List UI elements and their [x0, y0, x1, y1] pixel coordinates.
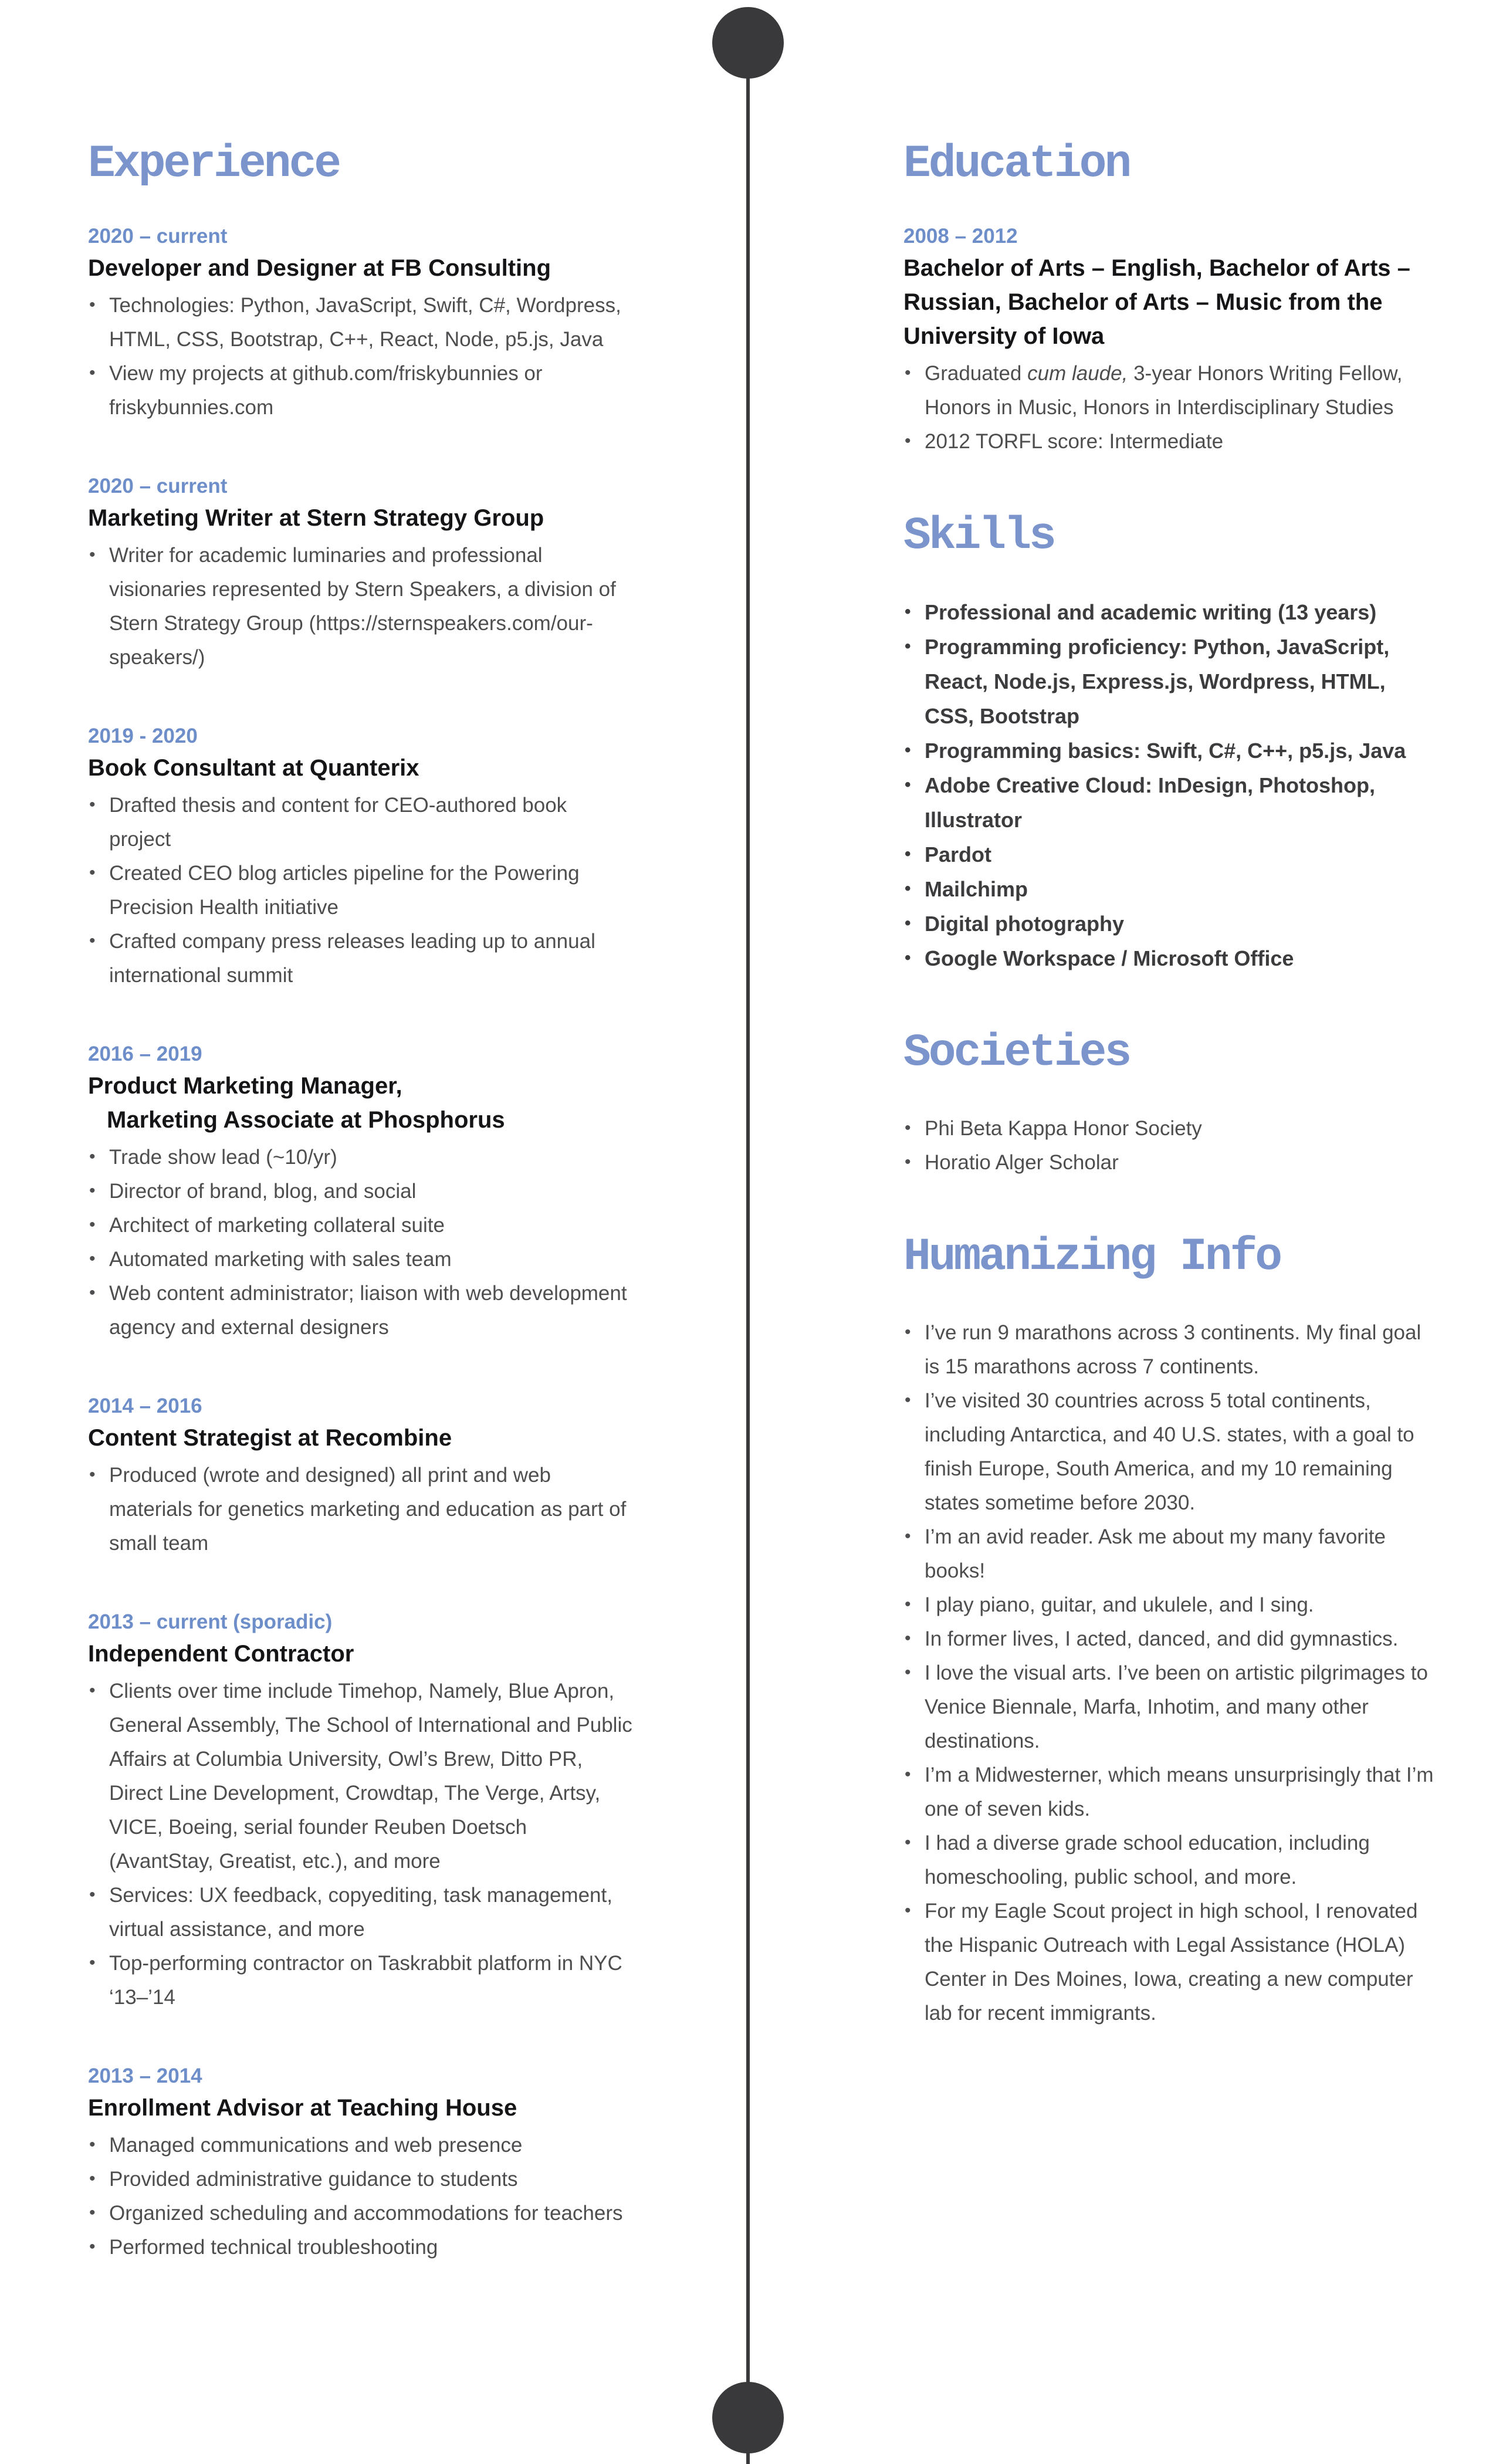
timeline-top-dot	[712, 7, 784, 79]
humanizing-heading: Humanizing Info	[903, 1231, 1281, 1283]
job-bullet: • Created CEO blog articles pipeline for the Powering Precision Health initiative	[88, 857, 634, 925]
skill-item: • Digital photography	[903, 906, 1434, 941]
education-heading: Education	[903, 138, 1130, 190]
job-phosphorus	[88, 1041, 681, 1345]
job-bullet: • Writer for academic luminaries and professional visionaries represented by Stern Speakers, a division of Stern Strategy Group (https://sternspeakers.com/our-speakers/)	[88, 539, 634, 675]
education-section	[903, 138, 1461, 459]
job-bullets	[88, 289, 634, 425]
education-bullet-pre: Graduated	[925, 361, 1028, 385]
job-title: Marketing Writer at Stern Strategy Group	[88, 505, 544, 531]
job-dates: 2016 – 2019	[88, 1042, 202, 1065]
skill-item: • Pardot	[903, 837, 1434, 872]
humanizing-section	[903, 1231, 1461, 2030]
job-bullet: • Automated marketing with sales team	[88, 1243, 634, 1277]
job-bullet: • Architect of marketing collateral suite	[88, 1209, 634, 1243]
job-bullet: • View my projects at github.com/friskybunnies or friskybunnies.com	[88, 357, 634, 425]
job-bullet: • Produced (wrote and designed) all print and web materials for genetics marketing and education as part of small team	[88, 1458, 634, 1561]
humanizing-item: • For my Eagle Scout project in high school, I renovated the Hispanic Outreach with Legal Assistance (HOLA) Center in Des Moines, Iowa, creating a new computer lab for recent immigrants.	[903, 1894, 1434, 2030]
job-title: Independent Contractor	[88, 1640, 354, 1667]
education-bullet	[903, 357, 1434, 425]
skill-item: • Professional and academic writing (13 years)	[903, 595, 1434, 629]
societies-section	[903, 1027, 1461, 1180]
job-title: Product Marketing Manager,	[88, 1072, 402, 1099]
skill-item: • Programming basics: Swift, C#, C++, p5.js, Java	[903, 733, 1434, 768]
job-bullets	[88, 788, 634, 993]
education-degree: Bachelor of Arts – English, Bachelor of Arts – Russian, Bachelor of Arts – Music from the University of Iowa	[903, 255, 1410, 349]
education-bullet-italic: cum laude,	[1027, 361, 1128, 385]
skill-item: • Programming proficiency: Python, JavaScript, React, Node.js, Express.js, Wordpress, HTML, CSS, Bootstrap	[903, 629, 1434, 733]
job-bullets	[88, 1140, 634, 1345]
job-dates: 2020 – current	[88, 224, 228, 248]
job-dates: 2013 – current (sporadic)	[88, 1610, 333, 1633]
job-bullet: • Top-performing contractor on Taskrabbit platform in NYC ‘13–’14	[88, 1947, 634, 2015]
job-bullet: • Services: UX feedback, copyediting, task management, virtual assistance, and more	[88, 1879, 634, 1947]
humanizing-item: • I’m a Midwesterner, which means unsurprisingly that I’m one of seven kids.	[903, 1758, 1434, 1826]
job-dates: 2019 - 2020	[88, 724, 198, 747]
job-bullet: • Web content administrator; liaison with web development agency and external designers	[88, 1277, 634, 1345]
job-bullet: • Technologies: Python, JavaScript, Swift, C#, Wordpress, HTML, CSS, Bootstrap, C++, React, Node, p5.js, Java	[88, 289, 634, 357]
job-quanterix	[88, 723, 681, 993]
job-bullets	[88, 1674, 634, 2015]
job-dates: 2014 – 2016	[88, 1394, 202, 1417]
right-column	[903, 138, 1461, 2030]
humanizing-item: • I’m an avid reader. Ask me about my many favorite books!	[903, 1520, 1434, 1588]
society-item: • Horatio Alger Scholar	[903, 1146, 1434, 1180]
timeline-line	[746, 41, 750, 2464]
humanizing-list	[903, 1316, 1434, 2030]
job-title: Content Strategist at Recombine	[88, 1424, 452, 1451]
skills-section	[903, 510, 1461, 976]
experience-heading: Experience	[88, 138, 340, 190]
job-stern-strategy	[88, 473, 681, 675]
skill-item: • Google Workspace / Microsoft Office	[903, 941, 1434, 976]
job-fb-consulting	[88, 223, 681, 425]
job-title: Book Consultant at Quanterix	[88, 754, 419, 781]
job-independent-contractor	[88, 1609, 681, 2015]
societies-list	[903, 1112, 1434, 1180]
job-bullet: • Director of brand, blog, and social	[88, 1175, 634, 1209]
job-bullet: • Clients over time include Timehop, Namely, Blue Apron, General Assembly, The School of International and Public Affairs at Columbia University, Owl’s Brew, Ditto PR, Direct Line Development, Crowdtap, The Verge, Artsy, VICE, Boeing, serial founder Reuben Doetsch (AvantStay, Greatist, etc.), and more	[88, 1674, 634, 1879]
societies-heading: Societies	[903, 1027, 1130, 1079]
job-title-line2: Marketing Associate at Phosphorus	[107, 1106, 505, 1133]
job-bullet: • Performed technical troubleshooting	[88, 2231, 634, 2265]
skill-item: • Mailchimp	[903, 872, 1434, 906]
education-dates: 2008 – 2012	[903, 224, 1018, 248]
education-bullets	[903, 357, 1434, 459]
job-bullets	[88, 1458, 634, 1561]
humanizing-item: • I’ve visited 30 countries across 5 total continents, including Antarctica, and 40 U.S. states, with a goal to finish Europe, South America, and my 10 remaining states sometime before 2030.	[903, 1384, 1434, 1520]
job-recombine	[88, 1393, 681, 1561]
job-bullet: • Managed communications and web presence	[88, 2128, 634, 2162]
job-title: Developer and Designer at FB Consulting	[88, 255, 551, 281]
job-bullet: • Organized scheduling and accommodations for teachers	[88, 2196, 634, 2231]
job-bullets	[88, 2128, 634, 2265]
skill-item: • Adobe Creative Cloud: InDesign, Photoshop, Illustrator	[903, 768, 1434, 837]
experience-column	[88, 138, 681, 2265]
job-bullets	[88, 539, 634, 675]
education-bullet: • 2012 TORFL score: Intermediate	[903, 425, 1434, 459]
humanizing-item: • I had a diverse grade school education, including homeschooling, public school, and more.	[903, 1826, 1434, 1894]
skills-list	[903, 595, 1434, 976]
humanizing-item: • I play piano, guitar, and ukulele, and I sing.	[903, 1588, 1434, 1622]
skills-heading: Skills	[903, 510, 1054, 562]
job-bullet: • Trade show lead (~10/yr)	[88, 1140, 634, 1175]
humanizing-item: • I love the visual arts. I’ve been on artistic pilgrimages to Venice Biennale, Marfa, Inhotim, and many other destinations.	[903, 1656, 1434, 1758]
society-item: • Phi Beta Kappa Honor Society	[903, 1112, 1434, 1146]
humanizing-item: • In former lives, I acted, danced, and did gymnastics.	[903, 1622, 1434, 1656]
job-bullet: • Provided administrative guidance to students	[88, 2162, 634, 2196]
job-dates: 2020 – current	[88, 474, 228, 497]
education-bullet-post: 3-year Honors Writing Fellow, Honors in Music, Honors in Interdisciplinary Studies	[925, 361, 1403, 419]
job-bullet: • Crafted company press releases leading up to annual international summit	[88, 925, 634, 993]
job-dates: 2013 – 2014	[88, 2064, 202, 2087]
job-title: Enrollment Advisor at Teaching House	[88, 2094, 517, 2121]
job-teaching-house	[88, 2063, 681, 2265]
humanizing-item: • I’ve run 9 marathons across 3 continents. My final goal is 15 marathons across 7 continents.	[903, 1316, 1434, 1384]
job-bullet: • Drafted thesis and content for CEO-authored book project	[88, 788, 634, 857]
timeline-bottom-dot	[712, 2382, 784, 2453]
